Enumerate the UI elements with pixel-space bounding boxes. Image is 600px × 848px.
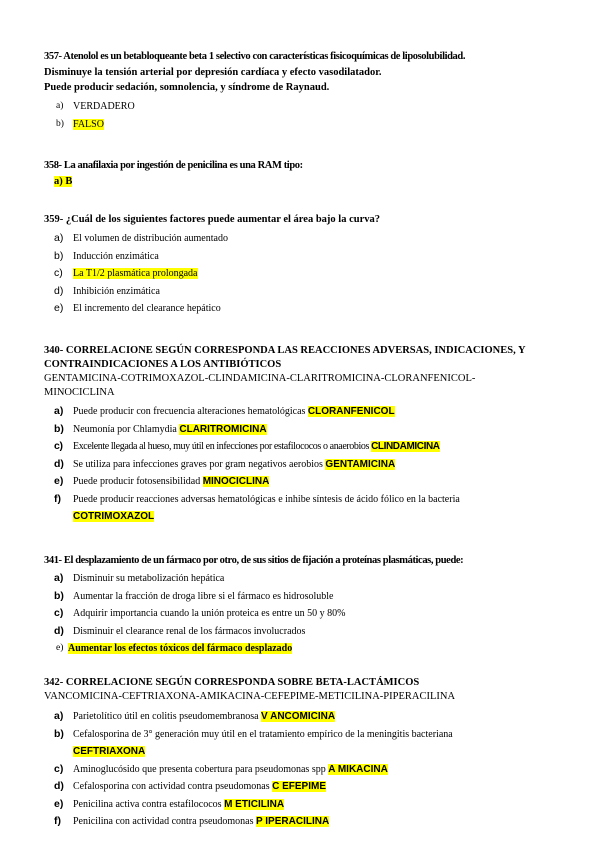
option-letter: c)	[54, 440, 63, 452]
question-358	[44, 158, 564, 190]
option-d	[44, 456, 564, 474]
option-letter: e)	[54, 475, 64, 487]
option-letter: e)	[56, 643, 64, 653]
option-letter: d)	[54, 284, 64, 297]
option-f	[44, 813, 564, 831]
question-340-stem: 340- CORRELACIONE SEGÚN CORRESPONDA LAS REACCIONES ADVERSAS, INDICACIONES, Y	[44, 345, 526, 356]
answer-highlight: CLORANFENICOL	[307, 406, 395, 417]
option-text: Adquirir importancia cuando la unión proteica es entre un 50 y 80%	[73, 608, 346, 619]
option-a	[44, 98, 564, 116]
answer-highlight: GENTAMICINA	[325, 458, 396, 470]
option-letter: b)	[54, 589, 64, 602]
option-letter: a)	[54, 572, 64, 584]
option-text: VERDADERO	[73, 101, 135, 112]
option-c	[44, 761, 564, 779]
option-text: Penicilina activa contra estafilococos	[73, 798, 225, 810]
option-letter: d)	[54, 780, 64, 792]
option-text: Se utiliza para infecciones graves por gram negativos aerobios	[73, 458, 326, 470]
option-text: Penicilina con actividad contra pseudomonas	[73, 816, 257, 827]
option-letter: b)	[56, 118, 64, 129]
option-e	[44, 796, 564, 814]
answer-highlight: C EFEPIME	[272, 781, 327, 792]
question-357-stem: 357- Atenolol es un betabloqueante beta 1 selectivo con características fisicoquímicas de liposolubilidad.	[44, 51, 466, 62]
question-359	[44, 212, 564, 318]
answer-highlight: MINOCICLINA	[202, 476, 270, 487]
option-d	[44, 778, 564, 796]
option-c	[44, 265, 564, 283]
option-letter: e)	[54, 302, 64, 314]
question-342-stem: 342- CORRELACIONE SEGÚN CORRESPONDA SOBRE BETA-LACTÁMICOS	[44, 677, 420, 688]
option-text: FALSO	[73, 118, 104, 130]
option-b	[44, 726, 564, 744]
question-357-line3: Puede producir sedación, somnolencia, y síndrome de Raynaud.	[44, 82, 330, 93]
option-letter: e)	[54, 797, 64, 810]
option-letter: d)	[54, 457, 64, 470]
option-c	[44, 438, 564, 456]
question-358-stem: 358- La anafilaxia por ingestión de penicilina es una RAM tipo:	[44, 160, 303, 171]
question-357	[44, 49, 564, 133]
option-text: Aumentar los efectos tóxicos del fármaco desplazado	[68, 643, 293, 654]
option-letter: b)	[54, 249, 64, 262]
answer-highlight: CLINDAMICINA	[371, 441, 440, 452]
question-341	[44, 553, 564, 658]
option-text: Cefalosporina con actividad contra pseudomonas	[73, 781, 273, 792]
option-letter: a)	[54, 710, 64, 722]
option-text: Disminuir su metabolización hepática	[73, 573, 225, 584]
option-letter: c)	[54, 607, 64, 619]
option-c	[44, 605, 564, 623]
answer-highlight: V ANCOMICINA	[261, 711, 336, 722]
option-text: Puede producir con frecuencia alteraciones hematológicas	[73, 406, 308, 417]
option-e	[44, 640, 564, 658]
option-a	[44, 570, 564, 588]
answer-highlight: P IPERACILINA	[256, 816, 330, 827]
option-b	[44, 588, 564, 606]
option-letter: b)	[54, 422, 64, 435]
option-text: Aminoglucósido que presenta cobertura para pseudomonas spp	[73, 763, 329, 775]
option-text: Puede producir fotosensibilidad	[73, 476, 203, 487]
answer-highlight: COTRIMOXAZOL	[73, 511, 155, 522]
option-letter: f)	[54, 492, 61, 505]
question-342	[44, 676, 564, 831]
drug-list-cont: MINOCICLINA	[44, 387, 115, 398]
option-letter: f)	[54, 815, 61, 827]
option-d	[44, 283, 564, 301]
option-letter: c)	[54, 267, 63, 279]
option-b-answer	[44, 743, 564, 761]
option-text: Aumentar la fracción de droga libre si el fármaco es hidrosoluble	[73, 590, 334, 602]
question-341-stem: 341- El desplazamiento de un fármaco por otro, de sus sitios de fijación a proteínas plasmáticas, puede:	[44, 555, 464, 566]
drug-list: GENTAMICINA-COTRIMOXAZOL-CLINDAMICINA-CLARITROMICINA-CLORANFENICOL-	[44, 373, 476, 384]
option-text: Parietolítico útil en colitis pseudomembranosa	[73, 711, 262, 722]
option-letter: a)	[56, 101, 64, 111]
question-357-line2: Disminuye la tensión arterial por depresión cardíaca y efecto vasodilatador.	[44, 67, 382, 78]
option-a	[44, 403, 564, 421]
option-b	[44, 248, 564, 266]
option-text: Inducción enzimática	[73, 250, 159, 262]
option-b	[44, 116, 564, 134]
answer-highlight: CEFTRIAXONA	[73, 746, 146, 757]
option-text: Excelente llegada al hueso, muy útil en infecciones por estafilococos o anaerobios	[73, 441, 372, 452]
answer-highlight: A MIKACINA	[328, 763, 388, 775]
option-text: El volumen de distribución aumentado	[73, 233, 228, 244]
option-text: Inhibición enzimática	[73, 285, 160, 297]
option-d	[44, 623, 564, 641]
option-letter: a)	[54, 232, 64, 244]
option-text: Neumonía por Chlamydia	[73, 423, 180, 435]
option-f-answer	[44, 508, 564, 526]
option-text: Disminuir el clearance renal de los fármacos involucrados	[73, 625, 306, 637]
question-359-stem: 359- ¿Cuál de los siguientes factores puede aumentar el área bajo la curva?	[44, 214, 380, 225]
option-text: Cefalosporina de 3° generación muy útil en el tratamiento empírico de la meningitis bacteriana	[73, 728, 453, 740]
answer-highlight: CLARITROMICINA	[179, 423, 267, 435]
option-e	[44, 473, 564, 491]
option-f	[44, 491, 564, 509]
answer-highlight: a) B	[54, 176, 73, 187]
drug-list: VANCOMICINA-CEFTRIAXONA-AMIKACINA-CEFEPIME-METICILINA-PIPERACILINA	[44, 691, 456, 702]
option-text: La T1/2 plasmática prolongada	[73, 268, 198, 279]
option-letter: a)	[54, 405, 64, 417]
option-text: El incremento del clearance hepático	[73, 303, 221, 314]
question-340-line2: CONTRAINDICACIONES A LOS ANTIBIÓTICOS	[44, 359, 282, 370]
question-358-answer	[44, 174, 564, 190]
answer-highlight: M ETICILINA	[224, 798, 285, 810]
option-text: Puede producir reacciones adversas hematológicas e inhibe síntesis de ácido fólico en la bacteria	[73, 493, 460, 505]
option-a	[44, 230, 564, 248]
option-letter: d)	[54, 624, 64, 637]
option-b	[44, 421, 564, 439]
question-340	[44, 344, 564, 526]
option-e	[44, 300, 564, 318]
option-a	[44, 708, 564, 726]
option-letter: c)	[54, 762, 64, 775]
option-letter: b)	[54, 727, 64, 740]
